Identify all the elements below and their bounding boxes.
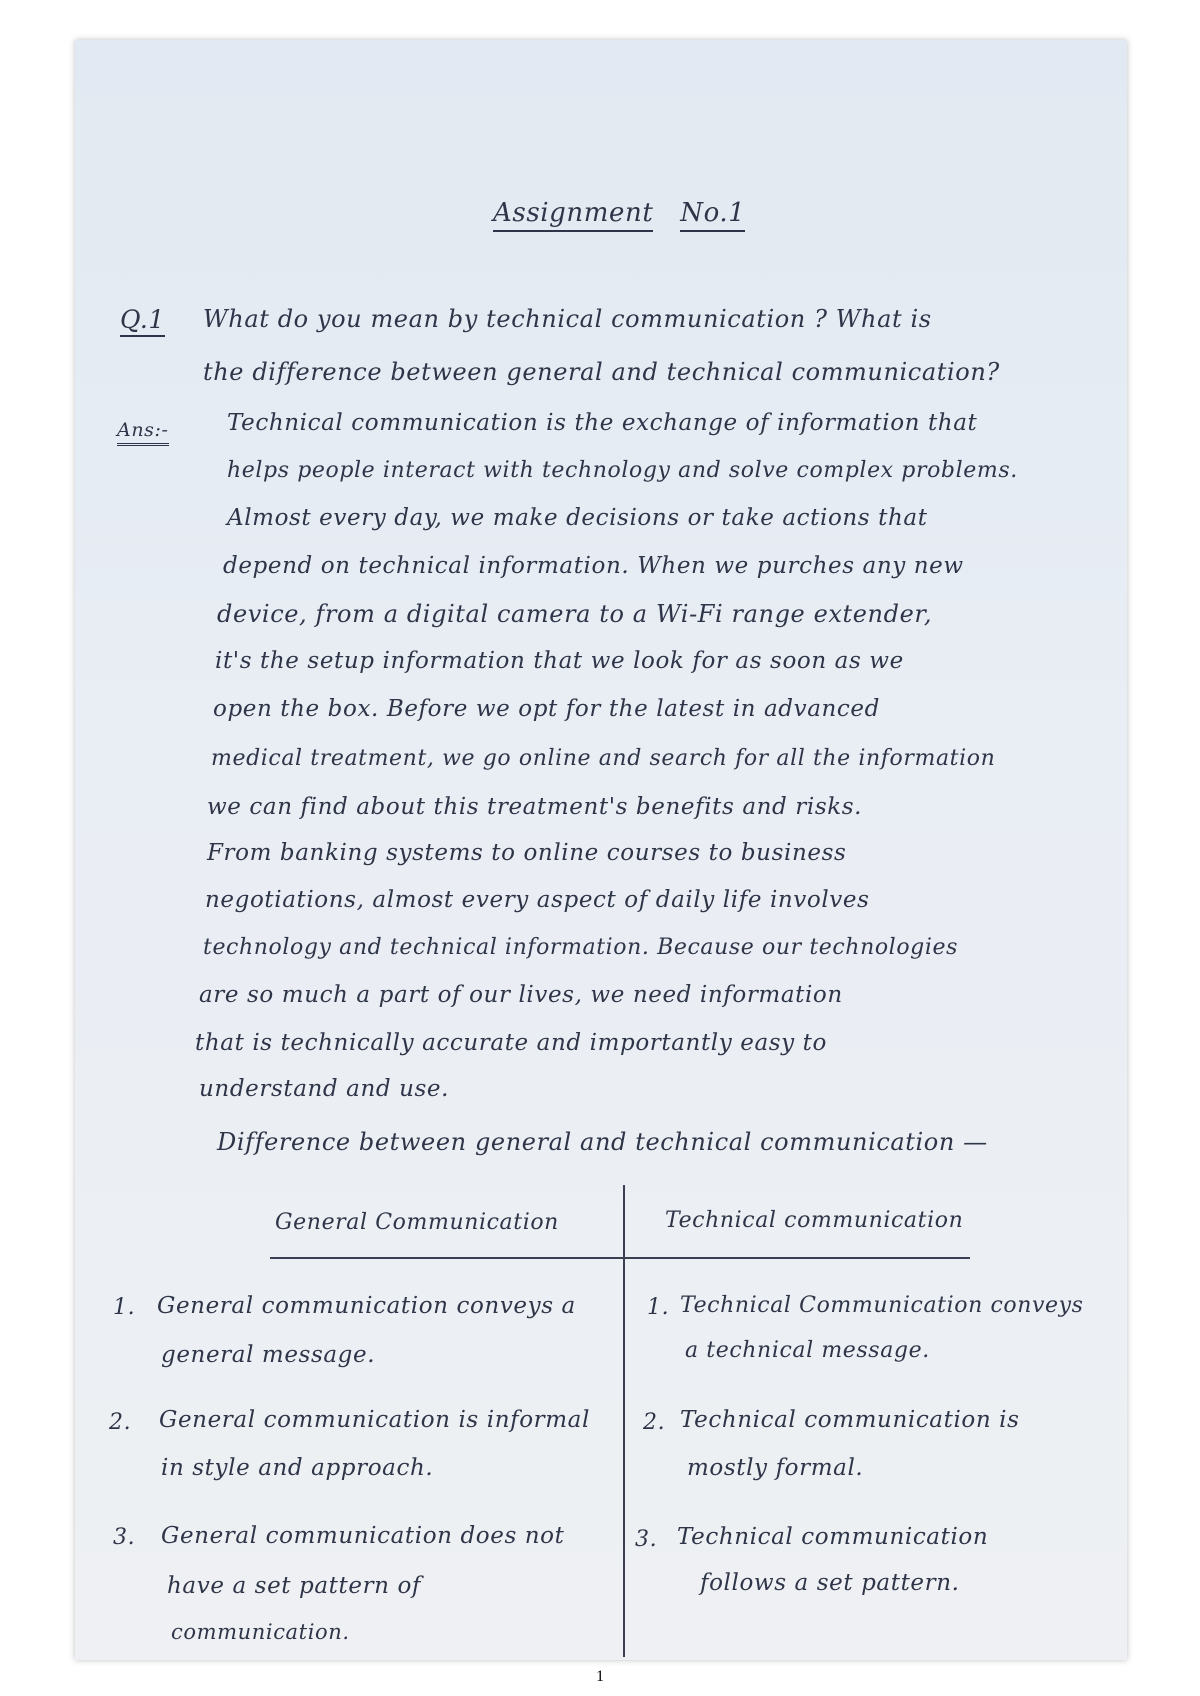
general-cell-line: General communication does not bbox=[161, 1523, 565, 1549]
question-label: Q.1 bbox=[120, 305, 165, 334]
question-line: the difference between general and technical communication? bbox=[203, 358, 1000, 386]
row-number: 3. bbox=[635, 1527, 658, 1552]
table-header-general: General Communication bbox=[275, 1210, 559, 1235]
answer-line: technology and technical information. Because our technologies bbox=[203, 935, 958, 960]
technical-cell-line: follows a set pattern. bbox=[700, 1570, 960, 1596]
row-number: 3. bbox=[113, 1525, 136, 1550]
answer-line: depend on technical information. When we purches any new bbox=[223, 553, 964, 579]
general-cell-line: General communication conveys a bbox=[157, 1293, 576, 1319]
answer-line: device, from a digital camera to a Wi-Fi range extender, bbox=[217, 600, 933, 628]
page-number: 1 bbox=[596, 1668, 604, 1685]
answer-line: negotiations, almost every aspect of daily life involves bbox=[205, 887, 870, 913]
notebook-page bbox=[75, 40, 1127, 1660]
technical-cell-line: Technical communication is bbox=[680, 1407, 1020, 1433]
row-number: 2. bbox=[109, 1410, 132, 1435]
general-cell-line: have a set pattern of bbox=[167, 1573, 422, 1599]
answer-line: Almost every day, we make decisions or take actions that bbox=[227, 505, 928, 531]
row-number: 1. bbox=[113, 1295, 136, 1320]
general-cell-line: General communication is informal bbox=[159, 1407, 590, 1433]
assignment-title bbox=[493, 198, 745, 228]
question-line: What do you mean by technical communication ? What is bbox=[203, 305, 932, 333]
table-header-technical: Technical communication bbox=[665, 1208, 964, 1233]
answer-line: it's the setup information that we look for as soon as we bbox=[215, 648, 904, 674]
technical-cell-line: mostly formal. bbox=[687, 1455, 864, 1481]
answer-line: that is technically accurate and importantly easy to bbox=[195, 1030, 827, 1056]
answer-label: Ans:- bbox=[117, 413, 169, 442]
general-cell-line: in style and approach. bbox=[161, 1455, 434, 1481]
row-number: 1. bbox=[647, 1295, 670, 1320]
assignment-number: No.1 bbox=[680, 198, 745, 232]
answer-line: we can find about this treatment's benefits and risks. bbox=[207, 794, 863, 820]
table-header-rule bbox=[270, 1257, 970, 1259]
answer-line: understand and use. bbox=[199, 1076, 450, 1102]
answer-line: open the box. Before we opt for the latest in advanced bbox=[213, 696, 880, 722]
technical-cell-line: Technical Communication conveys bbox=[680, 1293, 1084, 1318]
answer-line: helps people interact with technology and solve complex problems. bbox=[227, 458, 1018, 483]
difference-heading: Difference between general and technical communication — bbox=[217, 1128, 988, 1156]
answer-line: medical treatment, we go online and search for all the information bbox=[211, 746, 996, 771]
answer-line: From banking systems to online courses to business bbox=[207, 840, 847, 866]
answer-line: are so much a part of our lives, we need information bbox=[199, 982, 843, 1008]
technical-cell-line: Technical communication bbox=[677, 1524, 989, 1550]
table-column-divider bbox=[623, 1185, 625, 1657]
general-cell-line: general message. bbox=[161, 1342, 376, 1368]
answer-line: Technical communication is the exchange of information that bbox=[227, 410, 978, 436]
general-cell-line: communication. bbox=[171, 1620, 350, 1644]
technical-cell-line: a technical message. bbox=[685, 1338, 930, 1363]
assignment-title-word: Assignment bbox=[493, 198, 653, 232]
row-number: 2. bbox=[643, 1410, 666, 1435]
